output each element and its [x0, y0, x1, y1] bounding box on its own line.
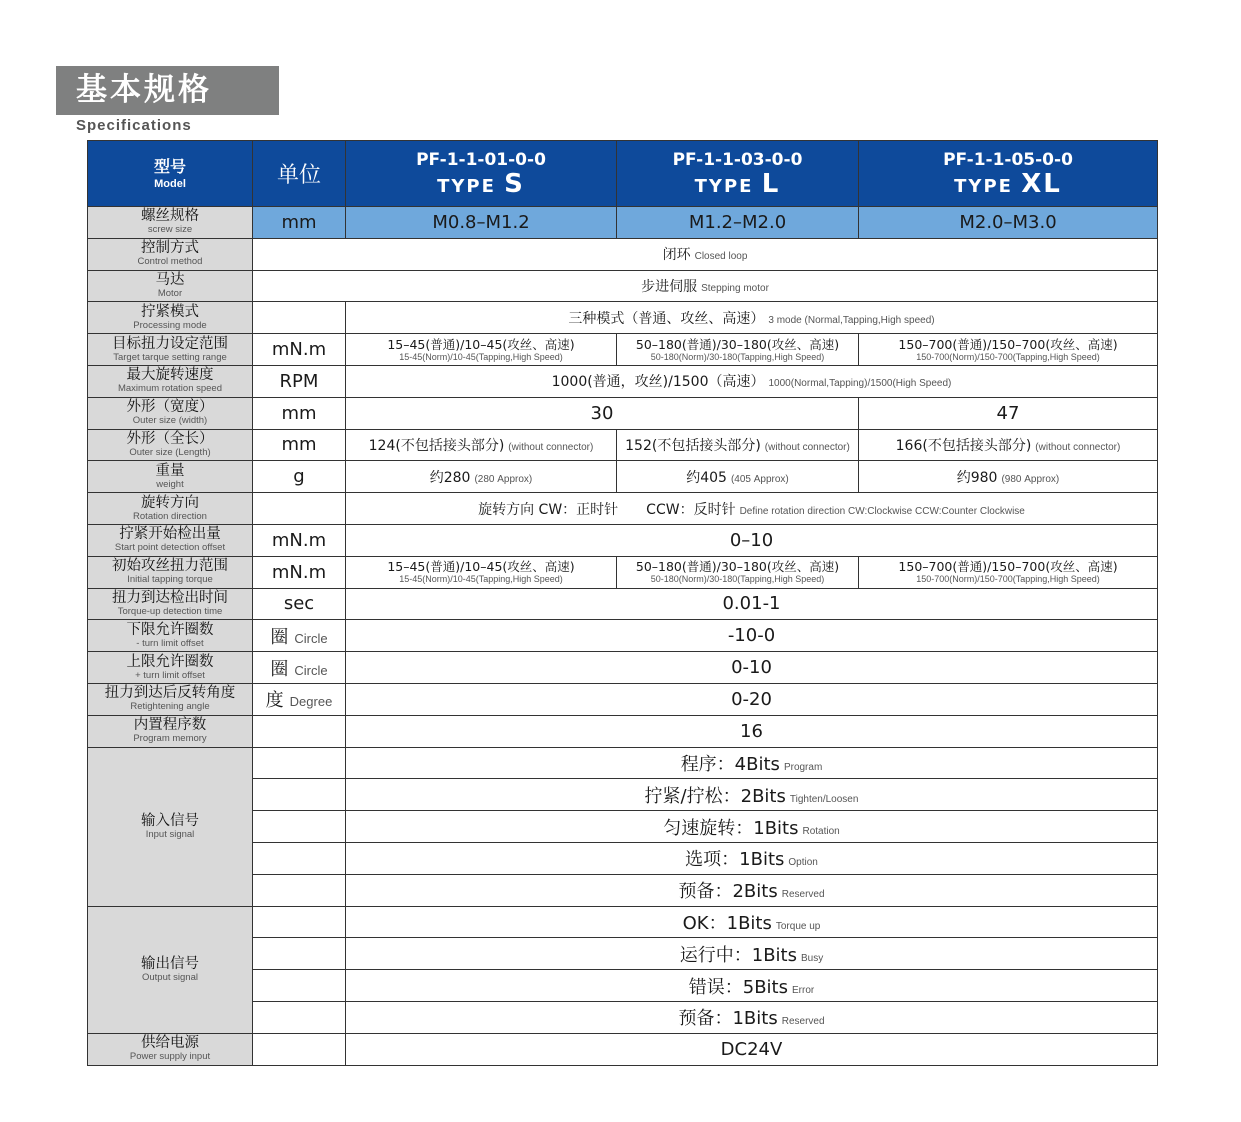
row-initial-tapping	[88, 556, 1158, 588]
value-all: 0–10	[346, 524, 1158, 556]
section-title: 基本规格	[56, 66, 279, 115]
value-xl: 166(不包括接头部分) (without connector)	[859, 429, 1158, 461]
specifications-table	[87, 140, 1158, 1066]
value-xl: 约980 (980 Approx)	[859, 461, 1158, 493]
unit-header: 单位	[253, 141, 346, 207]
unit-cell	[253, 747, 346, 779]
model-header: 型号 Model	[88, 141, 253, 207]
row-label: 马达 Motor	[88, 270, 253, 302]
unit-cell	[253, 842, 346, 874]
value-all: 匀速旋转：1Bits Rotation	[346, 811, 1158, 843]
value-all: -10-0	[346, 620, 1158, 652]
value-all: 0.01-1	[346, 588, 1158, 620]
row-label: 螺丝规格 screw size	[88, 207, 253, 239]
unit-cell	[253, 1033, 346, 1065]
value-all: 0-10	[346, 652, 1158, 684]
row-input-signal	[88, 747, 1158, 779]
row-program-memory	[88, 715, 1158, 747]
unit-cell: mN.m	[253, 334, 346, 366]
row-label: 外形（宽度） Outer size (width)	[88, 397, 253, 429]
model-xl-header: PF-1-1-05-0-0 TYPE XL	[859, 141, 1158, 207]
value-s: 15–45(普通)/10–45(攻丝、高速) 15-45(Norm)/10-45(Tapping,High Speed)	[346, 556, 617, 588]
value-all: 三种模式（普通、攻丝、高速） 3 mode (Normal,Tapping,High speed)	[346, 302, 1158, 334]
row-weight	[88, 461, 1158, 493]
row-retightening-angle	[88, 683, 1158, 715]
value-all: 步进伺服 Stepping motor	[253, 270, 1158, 302]
value-xl: 47	[859, 397, 1158, 429]
value-all: 程序：4Bits Program	[346, 747, 1158, 779]
value-s: 15–45(普通)/10–45(攻丝、高速) 15-45(Norm)/10-45(Tapping,High Speed)	[346, 334, 617, 366]
row-max-speed	[88, 365, 1158, 397]
row-processing-mode	[88, 302, 1158, 334]
value-xl: 150–700(普通)/150–700(攻丝、高速) 150-700(Norm)/150-700(Tapping,High Speed)	[859, 556, 1158, 588]
row-label: 扭力到达后反转角度 Retightening angle	[88, 683, 253, 715]
unit-cell: 圈 Circle	[253, 620, 346, 652]
row-label: 旋转方向 Rotation direction	[88, 493, 253, 525]
row-label: 输出信号 Output signal	[88, 906, 253, 1033]
row-outer-width	[88, 397, 1158, 429]
value-all: 运行中：1Bits Busy	[346, 938, 1158, 970]
unit-cell	[253, 906, 346, 938]
row-label: 内置程序数 Program memory	[88, 715, 253, 747]
row-torque-up-time	[88, 588, 1158, 620]
value-xl: M2.0–M3.0	[859, 207, 1158, 239]
unit-cell: mm	[253, 207, 346, 239]
value-l: 约405 (405 Approx)	[617, 461, 859, 493]
row-label: 下限允许圈数 - turn limit offset	[88, 620, 253, 652]
row-upper-turn-limit	[88, 652, 1158, 684]
unit-cell: RPM	[253, 365, 346, 397]
row-label: 输入信号 Input signal	[88, 747, 253, 906]
row-label: 最大旋转速度 Maximum rotation speed	[88, 365, 253, 397]
row-label: 供给电源 Power supply input	[88, 1033, 253, 1065]
unit-cell	[253, 779, 346, 811]
row-label: 上限允许圈数 + turn limit offset	[88, 652, 253, 684]
unit-cell: mN.m	[253, 524, 346, 556]
value-l: 50–180(普通)/30–180(攻丝、高速) 50-180(Norm)/30-180(Tapping,High Speed)	[617, 556, 859, 588]
unit-cell: 圈 Circle	[253, 652, 346, 684]
model-l-header: PF-1-1-03-0-0 TYPE L	[617, 141, 859, 207]
value-all: 闭环 Closed loop	[253, 238, 1158, 270]
value-all: 拧紧/拧松：2Bits Tighten/Loosen	[346, 779, 1158, 811]
value-all: 错误：5Bits Error	[346, 970, 1158, 1002]
value-l: 50–180(普通)/30–180(攻丝、高速) 50-180(Norm)/30-180(Tapping,High Speed)	[617, 334, 859, 366]
value-all: 选项：1Bits Option	[346, 842, 1158, 874]
value-all: 1000(普通，攻丝)/1500（高速） 1000(Normal,Tapping)/1500(High Speed)	[346, 365, 1158, 397]
row-label: 初始攻丝扭力范围 Initial tapping torque	[88, 556, 253, 588]
unit-cell: sec	[253, 588, 346, 620]
value-l: 152(不包括接头部分) (without connector)	[617, 429, 859, 461]
row-label: 重量 weight	[88, 461, 253, 493]
unit-cell	[253, 493, 346, 525]
value-all: 预备：1Bits Reserved	[346, 1001, 1158, 1033]
model-s-header: PF-1-1-01-0-0 TYPE S	[346, 141, 617, 207]
row-output-signal	[88, 906, 1158, 938]
unit-cell	[253, 874, 346, 906]
header-row	[88, 141, 1158, 207]
row-control-method	[88, 238, 1158, 270]
unit-cell: mN.m	[253, 556, 346, 588]
value-all: OK：1Bits Torque up	[346, 906, 1158, 938]
value-all: 0-20	[346, 683, 1158, 715]
unit-cell	[253, 938, 346, 970]
unit-cell	[253, 715, 346, 747]
value-s: M0.8–M1.2	[346, 207, 617, 239]
row-label: 外形（全长） Outer size (Length)	[88, 429, 253, 461]
value-l: M1.2–M2.0	[617, 207, 859, 239]
row-label: 控制方式 Control method	[88, 238, 253, 270]
value-all: DC24V	[346, 1033, 1158, 1065]
unit-cell: g	[253, 461, 346, 493]
value-all: 预备：2Bits Reserved	[346, 874, 1158, 906]
unit-cell: mm	[253, 397, 346, 429]
unit-cell	[253, 1001, 346, 1033]
row-start-detection	[88, 524, 1158, 556]
unit-cell	[253, 970, 346, 1002]
row-motor	[88, 270, 1158, 302]
row-screw-size	[88, 207, 1158, 239]
row-target-torque	[88, 334, 1158, 366]
value-all: 16	[346, 715, 1158, 747]
unit-cell	[253, 302, 346, 334]
value-s: 约280 (280 Approx)	[346, 461, 617, 493]
row-rotation-direction	[88, 493, 1158, 525]
unit-cell: mm	[253, 429, 346, 461]
row-outer-length	[88, 429, 1158, 461]
row-power-supply	[88, 1033, 1158, 1065]
row-label: 拧紧模式 Processing mode	[88, 302, 253, 334]
unit-cell	[253, 811, 346, 843]
row-lower-turn-limit	[88, 620, 1158, 652]
value-all: 旋转方向 CW：正时针 CCW：反时针 Define rotation direction CW:Clockwise CCW:Counter Clockwise	[346, 493, 1158, 525]
row-label: 拧紧开始检出量 Start point detection offset	[88, 524, 253, 556]
row-label: 扭力到达检出时间 Torque-up detection time	[88, 588, 253, 620]
value-s-l: 30	[346, 397, 859, 429]
section-subtitle: Specifications	[76, 117, 192, 134]
value-s: 124(不包括接头部分) (without connector)	[346, 429, 617, 461]
row-label: 目标扭力设定范围 Target tarque setting range	[88, 334, 253, 366]
unit-cell: 度 Degree	[253, 683, 346, 715]
value-xl: 150–700(普通)/150–700(攻丝、高速) 150-700(Norm)/150-700(Tapping,High Speed)	[859, 334, 1158, 366]
